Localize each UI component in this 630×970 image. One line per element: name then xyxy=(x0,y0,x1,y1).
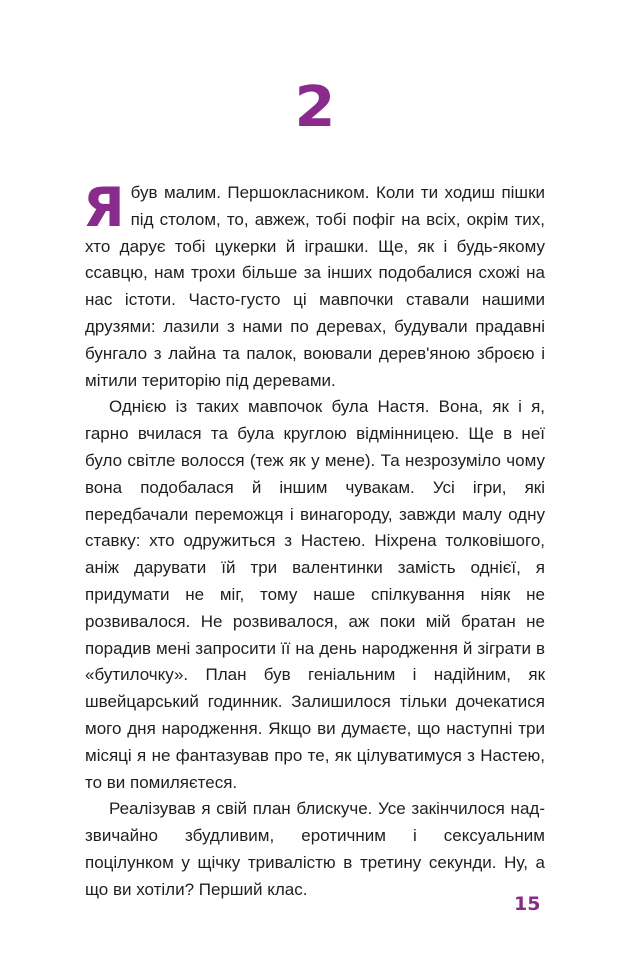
chapter-number: 2 xyxy=(294,75,336,140)
paragraph-1-text: був малим. Першокласником. Коли ти ходиш пішки під столом, то, авжеж, тобі пофіг на всіх, окрім тих, хто дарує тобі цукерки й іграшки. Ще, як і будь-якому ссавцю, нам трохи більше за інших подобалися схожі на нас істоти. Часто-густо ці мавпочки ставали нашими друзями: лазили з нами по деревах, будували прадавні бунгало з лайна та палок, воювали дерев'яною зброєю і мітили територію під деревами. xyxy=(85,183,545,390)
chapter-body xyxy=(83,176,545,904)
paragraph-2: Однією із таких мавпочок була Настя. Вона, як і я, гарно вчилася та була круглою відмінницею. Ще в неї було світле волосся (теж як у мене). Та незрозуміло чому вона подобалася й іншим чувакам. Усі ігри, які передбачали переможця і винагороду, завжди малу одну ставку: хто одружиться з Настею. Ніхрена толковішого, аніж дарувати їй три валентинки замість однієї, я придумати не міг, тому наше спілкування ніяк не розвивалося. Не розвивалося, аж поки мій братан не порадив мені запросити її на день народження й зіграти в «бутилочку». План був геніальним і надійним, як швейцарський годинник. Залишилося тільки дочекатися мого дня народження. Якщо ви думаєте, що наступні три місяці я не фантазував про те, як цілуватимуся з Настею, то ви помиляєтеся. xyxy=(85,397,545,792)
page-number: 15 xyxy=(514,893,541,915)
drop-cap: Я xyxy=(83,176,123,239)
paragraph-3: Реалізував я свій план блискуче. Усе закінчилося надзвичайно збудливим, еротичним і сексуальним поцілунком у щічку тривалістю в третину секунди. Ну, а що ви хотіли? Перший клас. xyxy=(85,799,545,899)
paragraph-1 xyxy=(83,176,545,394)
